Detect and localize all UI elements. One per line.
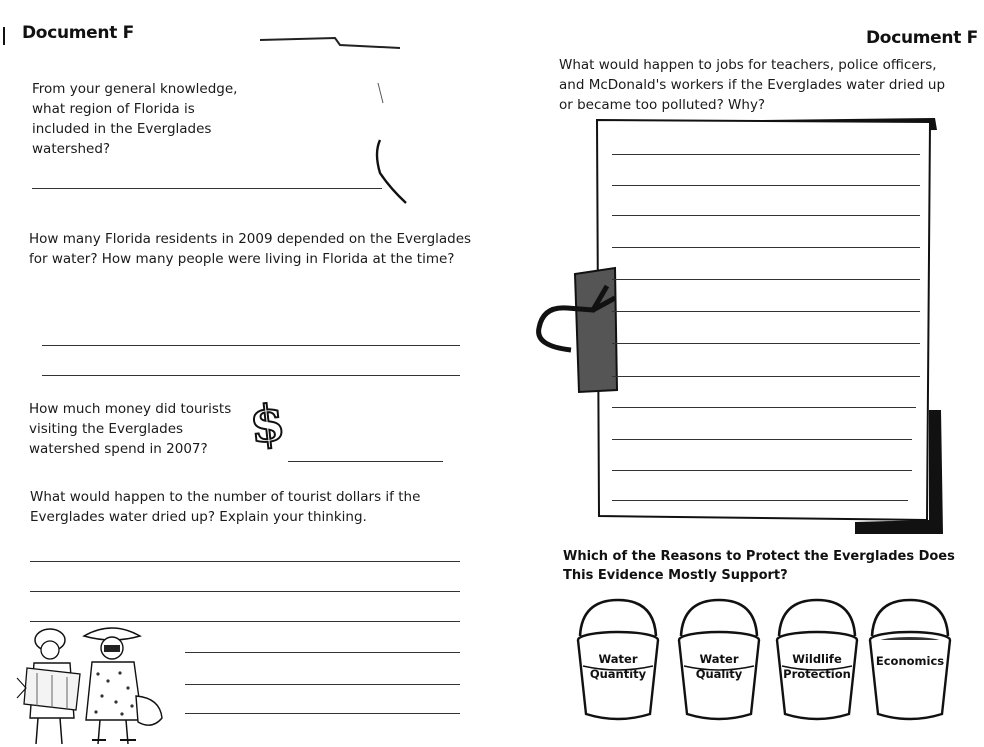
bucket-label-line2: Quantity — [589, 667, 647, 681]
answer-line-tourist-1[interactable] — [30, 561, 460, 562]
reasons-question: Which of the Reasons to Protect the Everglades Does This Evidence Mostly Support? — [563, 549, 955, 583]
answer-line-jobs-12[interactable] — [612, 500, 908, 501]
left-margin-mark — [3, 27, 5, 45]
answer-line-jobs-3[interactable] — [612, 215, 920, 216]
question-region-of-florida: From your general knowledge, what region of Florida is included in the Everglades watershed? — [32, 81, 238, 157]
question-tourist-money-2007: How much money did tourists visiting the Everglades watershed spend in 2007? — [29, 401, 232, 457]
answer-line-jobs-9[interactable] — [612, 407, 916, 408]
bucket-label-water-quality — [679, 652, 759, 682]
answer-line-jobs-5[interactable] — [612, 279, 920, 280]
bucket-label-water-quantity — [578, 652, 658, 682]
notebook-paper-icon — [535, 110, 950, 540]
answer-line-tourist-5[interactable] — [185, 684, 460, 685]
bucket-label-economics — [868, 654, 952, 669]
dollar-sign-icon: $ — [246, 392, 288, 455]
tourists-illustration-icon — [12, 618, 177, 746]
bucket-label-line2: Protection — [783, 667, 851, 681]
answer-line-region[interactable] — [32, 188, 382, 189]
answer-line-tourist-6[interactable] — [185, 713, 460, 714]
answer-line-jobs-11[interactable] — [612, 470, 912, 471]
answer-line-residents-1[interactable] — [42, 345, 460, 346]
bucket-label-line1: Wildlife — [792, 652, 842, 666]
answer-line-jobs-4[interactable] — [612, 247, 920, 248]
bucket-label-line1: Water — [699, 652, 739, 666]
answer-line-jobs-8[interactable] — [612, 376, 920, 377]
answer-line-jobs-1[interactable] — [612, 154, 920, 155]
answer-line-jobs-7[interactable] — [612, 343, 920, 344]
answer-line-jobs-10[interactable] — [612, 439, 912, 440]
answer-line-jobs-6[interactable] — [612, 311, 920, 312]
bucket-label-wildlife-protection — [774, 652, 860, 682]
florida-map-outline-icon — [250, 28, 420, 213]
answer-line-jobs-2[interactable] — [612, 185, 920, 186]
question-residents-2009: How many Florida residents in 2009 depended on the Everglades for water? How many people were living in Florida at the time? — [29, 231, 472, 267]
bucket-label-line1: Water — [598, 652, 638, 666]
answer-line-tourist-2[interactable] — [30, 591, 460, 592]
question-jobs-impact: What would happen to jobs for teachers, police officers, and McDonald's workers if the Everglades water dried up or became too polluted? Why? — [559, 57, 946, 113]
answer-line-tourist-money[interactable] — [288, 461, 443, 462]
answer-line-residents-2[interactable] — [42, 375, 460, 376]
answer-line-tourist-4[interactable] — [185, 652, 460, 653]
right-page-title: Document F — [866, 28, 978, 48]
left-page-title: Document F — [22, 23, 134, 43]
question-tourist-dollars: What would happen to the number of tourist dollars if the Everglades water dried up? Explain your thinking. — [30, 489, 421, 525]
bucket-label-line1: Economics — [875, 654, 945, 668]
bucket-label-line2: Quality — [695, 667, 743, 681]
